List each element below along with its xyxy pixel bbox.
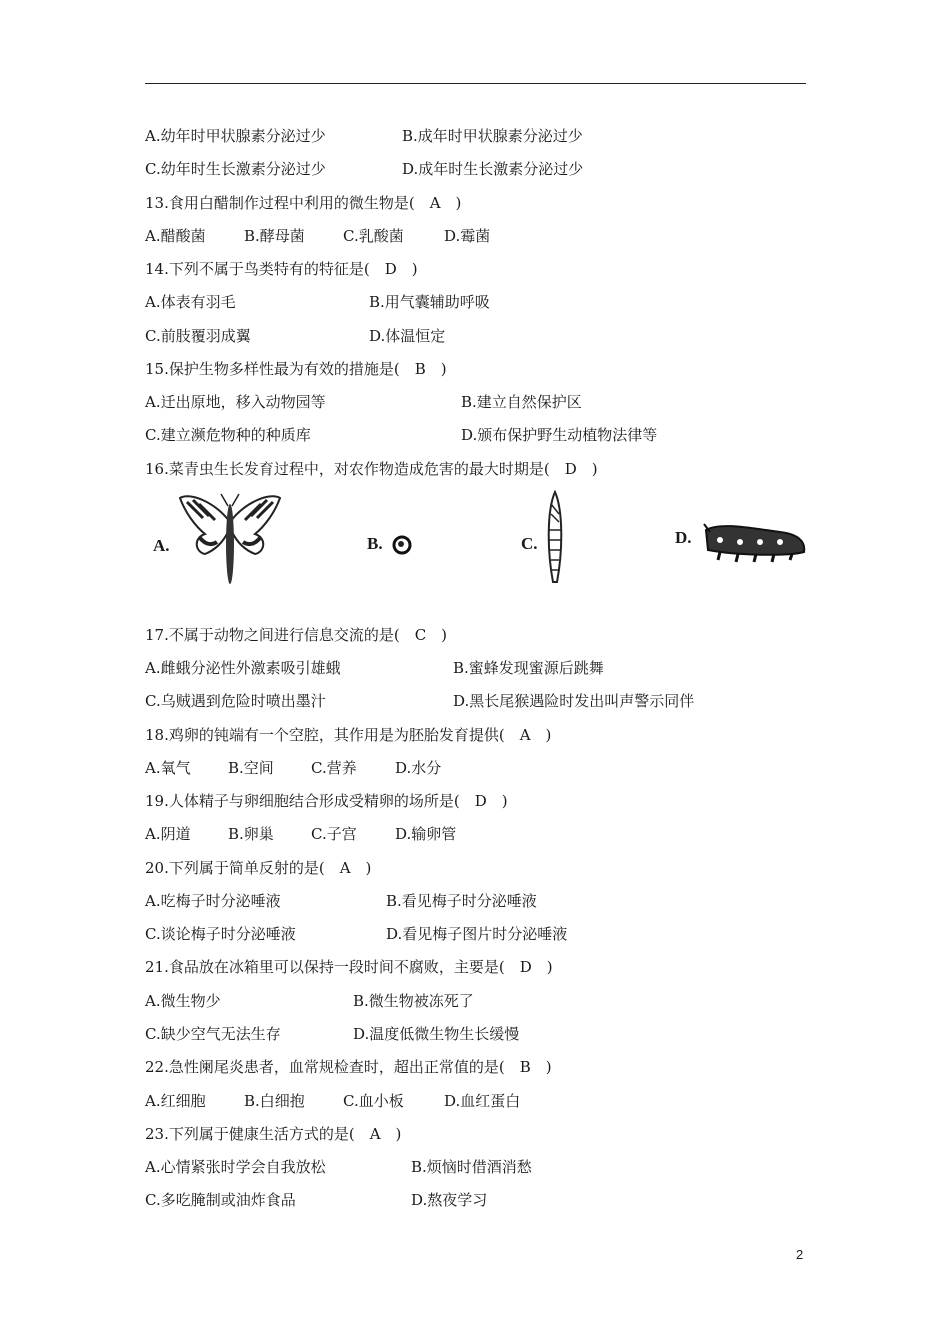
option-text: D.看见梅子图片时分泌唾液 xyxy=(386,925,568,943)
option-text: D.霉菌 xyxy=(444,227,491,245)
option-text: A.醋酸菌 xyxy=(145,227,206,245)
option-text: A.心情紧张时学会自我放松 xyxy=(145,1158,326,1176)
question-stem: 21.食品放在冰箱里可以保持一段时间不腐败，主要是( D ) xyxy=(145,958,553,976)
option-text: B.建立自然保护区 xyxy=(461,393,582,411)
option-text: D.输卵管 xyxy=(395,825,457,843)
page-number: 2 xyxy=(796,1247,804,1262)
option-text: D.血红蛋白 xyxy=(444,1092,521,1110)
option-text: B.空间 xyxy=(228,759,274,777)
caterpillar-icon xyxy=(700,516,810,568)
question-stem: 22.急性阑尾炎患者，血常规检查时，超出正常值的是( B ) xyxy=(145,1058,552,1076)
option-text: D.水分 xyxy=(395,759,442,777)
option-text: A.氧气 xyxy=(145,759,191,777)
question-stem: 23.下列属于健康生活方式的是( A ) xyxy=(145,1125,402,1143)
question-stem: 18.鸡卵的钝端有一个空腔，其作用是为胚胎发育提供( A ) xyxy=(145,726,552,744)
option-text: C.多吃腌制或油炸食品 xyxy=(145,1191,296,1209)
option-text: C.前肢覆羽成翼 xyxy=(145,327,251,345)
option-text: D.颁布保护野生动植物法律等 xyxy=(461,426,658,444)
option-text: A.迁出原地，移入动物园等 xyxy=(145,393,326,411)
option-text: C.营养 xyxy=(311,759,357,777)
option-text: A.微生物少 xyxy=(145,992,221,1010)
option-text: C.建立濒危物种的种质库 xyxy=(145,426,311,444)
figure-label: A. xyxy=(153,536,170,555)
option-text: B.微生物被冻死了 xyxy=(353,992,474,1010)
option-text: A.红细胞 xyxy=(145,1092,206,1110)
option-text: C.子宫 xyxy=(311,825,357,843)
option-text: B.白细抱 xyxy=(244,1092,305,1110)
question-stem: 16.菜青虫生长发育过程中，对农作物造成危害的最大时期是( D ) xyxy=(145,460,598,478)
option-text: C.乌贼遇到危险时喷出墨汁 xyxy=(145,692,326,710)
option-text: B.酵母菌 xyxy=(244,227,305,245)
option-text: D.成年时生长激素分泌过少 xyxy=(402,160,584,178)
option-text: B.看见梅子时分泌唾液 xyxy=(386,892,537,910)
option-text: B.蜜蜂发现蜜源后跳舞 xyxy=(453,659,604,677)
question-stem: 15.保护生物多样性最为有效的措施是( B ) xyxy=(145,360,447,378)
option-text: B.用气囊辅助呼吸 xyxy=(369,293,490,311)
question-stem: 14.下列不属于鸟类特有的特征是( D ) xyxy=(145,260,418,278)
option-text: A.阴道 xyxy=(145,825,191,843)
question-stem: 19.人体精子与卵细胞结合形成受精卵的场所是( D ) xyxy=(145,792,508,810)
option-text: C.血小板 xyxy=(343,1092,404,1110)
option-text: C.谈论梅子时分泌唾液 xyxy=(145,925,296,943)
option-text: D.黑长尾猴遇险时发出叫声警示同伴 xyxy=(453,692,695,710)
question-stem: 13.食用白醋制作过程中利用的微生物是( A ) xyxy=(145,194,462,212)
option-text: D.熬夜学习 xyxy=(411,1191,488,1209)
option-text: B.烦恼时借酒消愁 xyxy=(411,1158,532,1176)
option-text: B.成年时甲状腺素分泌过少 xyxy=(402,127,583,145)
option-text: A.体表有羽毛 xyxy=(145,293,236,311)
option-text: A.吃梅子时分泌唾液 xyxy=(145,892,281,910)
butterfly-icon xyxy=(175,492,285,588)
figure-label: B. xyxy=(367,534,383,553)
option-text: A.幼年时甲状腺素分泌过少 xyxy=(145,127,326,145)
option-text: C.幼年时生长激素分泌过少 xyxy=(145,160,326,178)
option-text: D.体温恒定 xyxy=(369,327,446,345)
figure-label: C. xyxy=(521,534,538,553)
insect-lifecycle-figure xyxy=(145,488,810,588)
question-stem: 17.不属于动物之间进行信息交流的是( C ) xyxy=(145,626,448,644)
option-text: C.缺少空气无法生存 xyxy=(145,1025,281,1043)
header-rule xyxy=(145,83,806,84)
egg-icon xyxy=(391,534,413,556)
option-text: C.乳酸菌 xyxy=(343,227,404,245)
option-text: D.温度低微生物生长缓慢 xyxy=(353,1025,520,1043)
option-text: A.雌蛾分泌性外激素吸引雄蛾 xyxy=(145,659,341,677)
figure-label: D. xyxy=(675,528,692,547)
question-stem: 20.下列属于简单反射的是( A ) xyxy=(145,859,372,877)
pupa-icon xyxy=(543,490,567,586)
option-text: B.卵巢 xyxy=(228,825,274,843)
